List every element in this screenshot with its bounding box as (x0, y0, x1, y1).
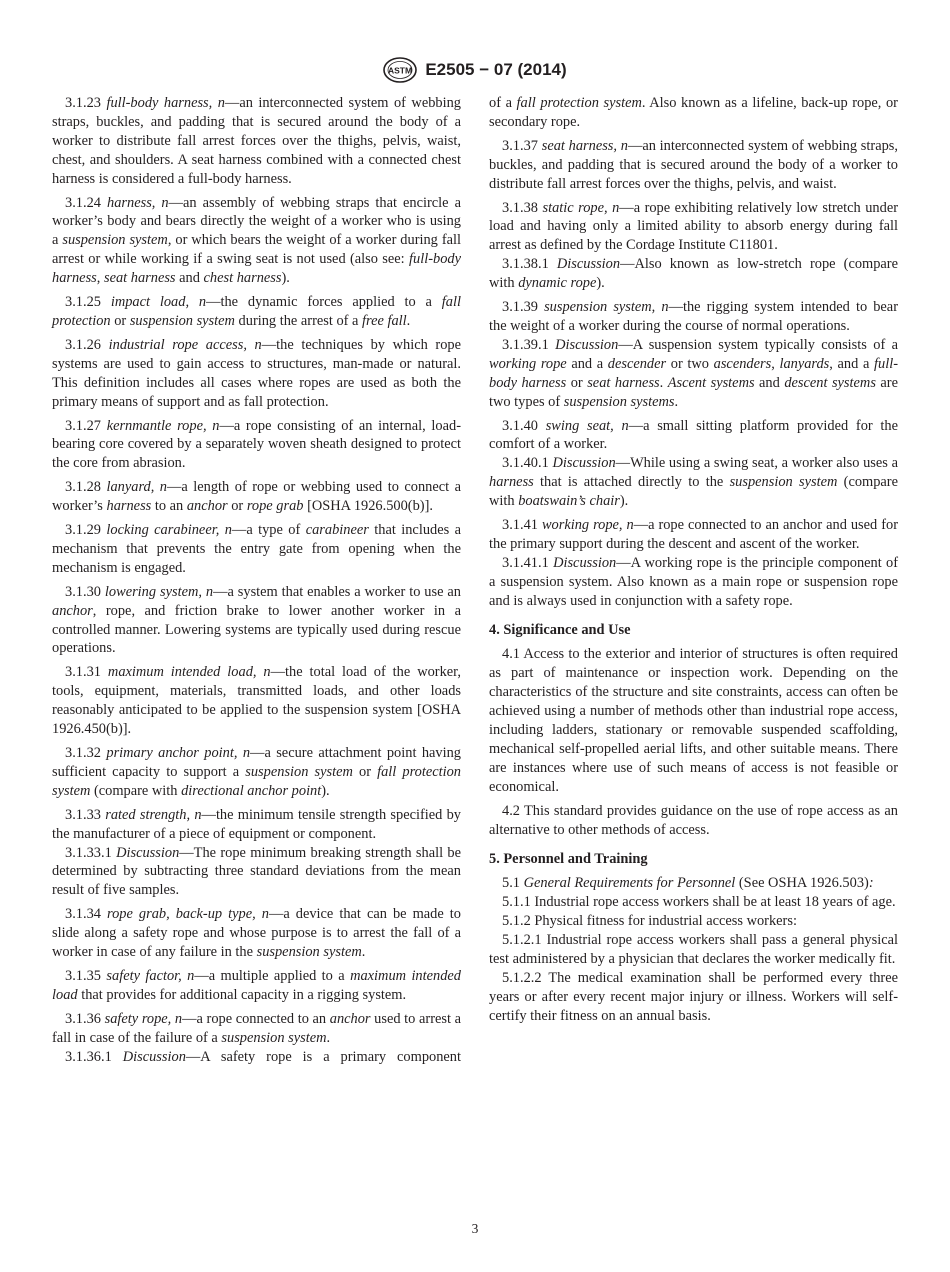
definition-3-1-26: 3.1.26 industrial rope access, n—the techniques by which rope systems are used to gain access to structures, man-made or natural. This definition includes all cases where ropes are used as both the primary means of support and as fall protection. (52, 336, 461, 410)
definition-3-1-36: 3.1.36 safety rope, n—a rope connected to an anchor used to arrest a fall in case of the failure of a suspension system. (52, 1010, 461, 1046)
definition-3-1-23: 3.1.23 full-body harness, n—an interconnected system of webbing straps, buckles, and padding that is secured around the body of a worker to distribute fall arrest forces over the thighs, pelvis, waist, chest, and shoulders. A seat harness combined with a connected chest harness is considered a full-body harness. (52, 95, 461, 187)
definition-3-1-31: 3.1.31 maximum intended load, n—the total load of the worker, tools, equipment, materials, transmitted loads, and other loads reasonably anticipated to be applied to the suspension system [OSHA 1926.450(b)]. (52, 664, 461, 738)
discussion-3-1-33-1: 3.1.33.1 Discussion—The rope minimum breaking strength shall be determined by subtracting three standard deviations from the mean result of five samples. (52, 844, 461, 899)
definition-3-1-38: 3.1.38 static rope, n—a rope exhibiting relatively low stretch under load and having only a limited ability to absorb energy during fall arrest as defined by the Cordage Institute C11801. (489, 199, 898, 254)
paragraph-5-1-2-2: 5.1.2.2 The medical examination shall be performed every three years or after every recent major injury or illness. Workers will self-certify their fitness on an annual basis. (489, 969, 898, 1024)
standard-designation: E2505 − 07 (2014) (425, 60, 567, 79)
right-column (489, 94, 898, 1026)
discussion-3-1-41-1: 3.1.41.1 Discussion—A working rope is the principle component of a suspension system. Also known as a main rope or suspension rope and is always used in conjunction with a safety rope. (489, 554, 898, 609)
section-5-heading: 5. Personnel and Training (489, 850, 648, 867)
definition-3-1-35: 3.1.35 safety factor, n—a multiple applied to a maximum intended load that provides for additional capacity in a rigging system. (52, 967, 461, 1003)
paragraph-5-1-1: 5.1.1 Industrial rope access workers shall be at least 18 years of age. (502, 894, 896, 911)
definition-3-1-28: 3.1.28 lanyard, n—a length of rope or webbing used to connect a worker’s harness to an anchor or rope grab [OSHA 1926.500(b)]. (52, 479, 462, 515)
definition-3-1-27: 3.1.27 kernmantle rope, n—a rope consisting of an internal, load-bearing core covered by a separately woven sheath designed to protect the core from abrasion. (52, 417, 461, 472)
definition-3-1-40: 3.1.40 swing seat, n—a small sitting platform provided for the comfort of a worker. (489, 417, 898, 453)
definition-3-1-25: 3.1.25 impact load, n—the dynamic forces applied to a fall protection or suspension system during the arrest of a free fall. (52, 294, 461, 329)
paragraph-5-1-2-1: 5.1.2.1 Industrial rope access workers shall pass a general physical test administered by a physician that declares the worker medically fit. (489, 932, 898, 968)
definition-3-1-33: 3.1.33 rated strength, n—the minimum tensile strength specified by the manufacturer of a piece of equipment or component. (52, 806, 461, 842)
definition-3-1-32: 3.1.32 primary anchor point, n—a secure attachment point having sufficient capacity to support a suspension system or fall protection system (compare with directional anchor point). (52, 745, 461, 799)
paragraph-4-2: 4.2 This standard provides guidance on the use of rope access as an alternative to other methods of access. (489, 802, 898, 838)
left-column (52, 94, 461, 1067)
definition-3-1-30: 3.1.30 lowering system, n—a system that enables a worker to use an anchor, rope, and friction brake to lower another worker in a controlled manner. Lowering systems are typically used during rescue operations. (52, 583, 461, 657)
definition-3-1-39: 3.1.39 suspension system, n—the rigging system intended to bear the weight of a worker during the course of normal operations. (489, 299, 898, 334)
paragraph-5-1: 5.1 General Requirements for Personnel (See OSHA 1926.503): (502, 875, 874, 892)
discussion-3-1-36-1-continued: of a fall protection system. Also known as a lifeline, back-up rope, or secondary rope. (489, 95, 898, 130)
discussion-3-1-38-1: 3.1.38.1 Discussion—Also known as low-stretch rope (compare with dynamic rope). (489, 256, 898, 292)
section-4-heading: 4. Significance and Use (489, 621, 631, 638)
definition-3-1-37: 3.1.37 seat harness, n—an interconnected system of webbing straps, buckles, and padding that is secured around the body of a worker to distribute fall arrest forces over the thighs, pelvis, and waist. (489, 137, 898, 192)
definition-3-1-29: 3.1.29 locking carabineer, n—a type of carabineer that includes a mechanism that prevents the entry gate from opening when the mechanism is engaged. (52, 522, 461, 576)
page-header (0, 57, 950, 88)
svg-text:ASTM: ASTM (388, 65, 413, 76)
definition-3-1-24: 3.1.24 harness, n—an assembly of webbing straps that encircle a worker’s body and bears directly the weight of a worker who is using a suspension system, or which bears the weight of a worker during fall arrest or while working if a swing seat is not used (also see: full-body harness, seat harness and chest harness). (52, 194, 461, 287)
discussion-3-1-40-1: 3.1.40.1 Discussion—While using a swing seat, a worker also uses a harness that is attached directly to the suspension system (compare with boatswain’s chair). (489, 455, 898, 510)
definition-3-1-34: 3.1.34 rope grab, back-up type, n—a device that can be made to slide along a safety rope and whose purpose is to arrest the fall of a worker in case of any failure in the suspension system. (52, 906, 461, 961)
definition-3-1-41: 3.1.41 working rope, n—a rope connected to an anchor and used for the primary support during the descent and ascent of the worker. (489, 517, 898, 552)
paragraph-4-1: 4.1 Access to the exterior and interior of structures is often required as part of maintenance or inspection work. Depending on the characteristics of the structure and site constraints, access can often be achieved using a number of methods other than industrial rope access, including ladders, stationary or removable suspended scaffolding, mechanical self-propelled aerial lifts, and other suitable means. There are instances where use of such means of access is not feasible or economical. (489, 646, 898, 795)
page-number: 3 (471, 1221, 479, 1236)
discussion-3-1-39-1: 3.1.39.1 Discussion—A suspension system typically consists of a working rope and a descender or two ascenders, lanyards, and a full-body harness or seat harness. Ascent systems and descent systems are two types of suspension systems. (489, 336, 898, 410)
paragraph-5-1-2: 5.1.2 Physical fitness for industrial access workers: (502, 913, 797, 930)
astm-logo-icon (383, 57, 417, 83)
discussion-3-1-36-1: 3.1.36.1 Discussion—A safety rope is a primary component (65, 1048, 461, 1065)
